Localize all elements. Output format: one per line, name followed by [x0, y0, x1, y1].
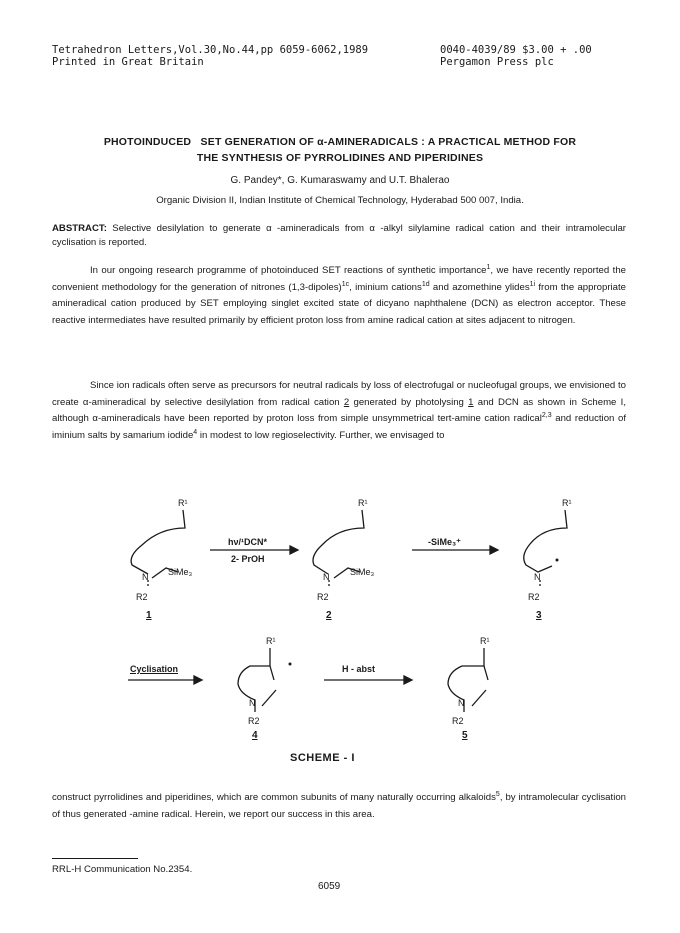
paragraph-3 — [52, 790, 626, 823]
footnote-rule — [52, 858, 138, 859]
citation-sup: 1c — [341, 280, 350, 288]
abstract-label: ABSTRACT: — [52, 223, 107, 234]
article-title-line2: THE SYNTHESIS OF PYRROLIDINES AND PIPERIDINES — [196, 152, 484, 164]
scheme-caption: SCHEME - I — [290, 752, 355, 764]
n-label: N — [458, 698, 465, 708]
compound-number: 5 — [462, 730, 468, 741]
arrowhead — [404, 676, 412, 684]
printed-line: Printed in Great Britain — [52, 56, 204, 68]
abstract-text: Selective desilylation to generate α -amineradicals from α -alkyl silylamine radical cation and their intramolecular cyclisation is reported. — [52, 223, 626, 248]
sime3-label: SiMe₃ — [350, 567, 375, 577]
citation-sup: 5 — [495, 790, 500, 798]
radical-dot — [289, 663, 292, 666]
price-line: 0040-4039/89 $3.00 + .00 — [440, 44, 592, 56]
r2-label: R2 — [136, 592, 148, 602]
arrowhead — [290, 546, 298, 554]
para2-text-a: Since ion radicals often serve as precursors for neutral radicals by loss of electrofugal or nucleofugal groups, we envisioned to create α-amineradical by selective desilylation from radical cation — [52, 380, 626, 408]
compound-ref: 1 — [468, 396, 474, 408]
compound-number: 3 — [536, 610, 542, 621]
reagent-desilylation: -SiMe₃⁺ — [428, 537, 461, 547]
para2-text-c: and DCN as shown in Scheme I, although α-amineradicals have been reported by proton loss from simple unsymmetrical tert-amine cation radical — [52, 396, 626, 424]
chain-bond — [313, 510, 364, 574]
para1-text-b: , we have recently reported the convenient methodology for the generation of nitrones (1,3-dipoles) — [52, 265, 626, 293]
sime3-label: SiMe₃ — [168, 567, 193, 577]
r1-label: R¹ — [562, 498, 572, 508]
para1-text-e: from the appropriate amineradical cation produced by SET employing singlet excited state of dicyano naphthalene (DCN) as electron acceptor. These reactive intermediates have resulted primarily by efficient proton loss from amine radical cation at sites adjacent to nitrogen. — [52, 281, 627, 326]
ring-bond — [262, 690, 276, 706]
compound-number: 2 — [326, 610, 332, 621]
n-label: N — [534, 572, 541, 582]
ring-bond — [448, 648, 484, 712]
r1-label: R¹ — [358, 498, 368, 508]
arrowhead — [490, 546, 498, 554]
compound-ref: 2 — [343, 396, 350, 408]
arrowhead — [194, 676, 202, 684]
r2-label: R2 — [317, 592, 329, 602]
article-title-line1: PHOTOINDUCED SET GENERATION OF α-AMINERADICALS : A PRACTICAL METHOD FOR — [103, 136, 577, 148]
r1-label: R¹ — [178, 498, 188, 508]
citation-sup: 1i — [529, 280, 536, 288]
citation-sup: 1 — [486, 263, 491, 271]
reagent-h-abstraction: H - abst — [342, 664, 376, 674]
compound-number: 4 — [252, 730, 258, 741]
ring-bond — [472, 690, 486, 706]
ring-bond — [484, 666, 488, 680]
r2-label: R2 — [452, 716, 464, 726]
para1-text-c: , iminium cations — [349, 281, 422, 293]
para3-text-b: , by intramolecular cyclisation of thus generated -amine radical. Herein, we report our success in this area. — [52, 792, 626, 820]
radical-dot — [556, 559, 559, 562]
n-label: N — [142, 572, 149, 582]
r1-label: R¹ — [266, 636, 276, 646]
affiliation: Organic Division II, Indian Institute of Chemical Technology, Hyderabad 500 007, India. — [156, 195, 524, 206]
reagent-solvent: 2- PrOH — [231, 554, 265, 564]
para1-text-a: In our ongoing research programme of photoinduced SET reactions of synthetic importance — [90, 265, 487, 276]
para3-text-a: construct pyrrolidines and piperidines, which are common subunits of many naturally occurring alkaloids — [52, 792, 496, 803]
journal-citation: Tetrahedron Letters,Vol.30,No.44,pp 6059-6062,1989 — [52, 44, 369, 56]
page-number: 6059 — [318, 881, 341, 892]
citation-sup: 1d — [421, 280, 430, 288]
citation-sup: 4 — [193, 428, 198, 436]
para2-text-e: in modest to low regioselectivity. Further, we envisaged to — [197, 429, 445, 441]
chain-bond — [524, 510, 567, 572]
para2-text-b: generated by photolysing — [349, 396, 469, 408]
author-list: G. Pandey*, G. Kumaraswamy and U.T. Bhalerao — [230, 175, 450, 186]
r1-label: R¹ — [480, 636, 490, 646]
citation-sup: 2,3 — [541, 411, 552, 419]
n-label: N — [249, 698, 256, 708]
r2-label: R2 — [528, 592, 540, 602]
n-label: N — [323, 572, 330, 582]
reagent-cyclisation: Cyclisation — [130, 664, 179, 674]
reagent-photolysis: hν/¹DCN* — [228, 537, 268, 547]
para1-text-d: and azomethine ylides — [429, 281, 530, 293]
ring-bond — [270, 666, 274, 680]
para2-text-d: and reduction of iminium salts by samarium iodide — [52, 413, 626, 441]
r2-label: R2 — [248, 716, 260, 726]
publisher-line: Pergamon Press plc — [440, 56, 554, 68]
footnote: RRL-H Communication No.2354. — [52, 864, 193, 875]
compound-number: 1 — [146, 610, 152, 621]
chain-bond — [131, 510, 185, 574]
